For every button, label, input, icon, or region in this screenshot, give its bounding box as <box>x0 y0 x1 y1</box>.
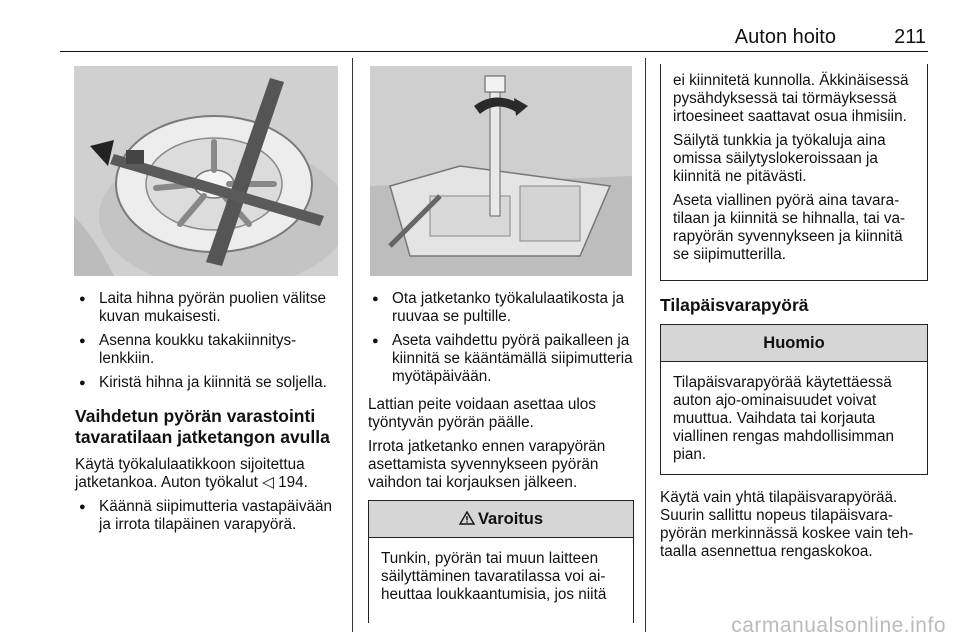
warning-box <box>368 500 634 623</box>
list-item: ● Aseta vaihdettu pyörä paikalleen ja kiinnitä se kääntämällä siipimutteria myötäpäivään. <box>368 332 634 386</box>
list-item: ● Asenna koukku takakiinnityslenkkiin. <box>75 332 341 368</box>
paragraph: Irrota jatketanko ennen varapyörän asettamista syvennykseen pyörän vaihdon tai korjauksen jälkeen. <box>368 438 606 491</box>
spare-wheel-strap-icon <box>74 66 338 276</box>
section-heading: Tilapäisvarapyörä <box>660 295 809 315</box>
list-item: ● Kiristä hihna ja kiinnitä se soljella. <box>75 374 341 392</box>
warning-header: Varoitus <box>369 501 633 538</box>
page-title: Auton hoito <box>734 26 836 48</box>
warning-box-continued <box>660 64 928 281</box>
note-box <box>660 324 928 475</box>
watermark: carmanualsonline.info <box>731 614 946 637</box>
warning-triangle-icon <box>459 511 475 525</box>
note-body: Tilapäisvarapyörää käytettäessä auton ajo-ominaisuudet voivat muuttua. Vaihdata tai korjauta viallinen rengas mahdollisimman pian. <box>673 374 895 463</box>
column-divider-2 <box>645 58 646 632</box>
paragraph: Käytä vain yhtä tilapäisvarapyörää. Suurin sallittu nopeus tilapäisvarapyörän merkinnässä koskee vain tehtaalla asennettua rengaskokoa. <box>660 489 914 560</box>
header-rule <box>60 51 928 52</box>
rod-bullet-list <box>368 290 634 386</box>
spare-wheel-strap-figure <box>74 66 338 276</box>
column-3 <box>660 64 928 567</box>
list-item: ● Ota jatketanko työkalulaatikosta ja ruuvaa se pultille. <box>368 290 634 326</box>
column-divider-1 <box>352 58 353 632</box>
extension-rod-icon <box>370 66 632 276</box>
paragraph: Aseta viallinen pyörä aina tavaratilaan ja kiinnitä se hihnalla, tai varapyörän syvennykseen ja kiinnitä se siipimutterilla. <box>673 192 906 263</box>
list-item: ● Laita hihna pyörän puolien välitse kuvan mukaisesti. <box>75 290 341 326</box>
page-number: 211 <box>894 26 926 48</box>
page-header <box>60 18 928 52</box>
section-heading: Vaihdetun pyörän varastointi tavaratilaan jatketangon avulla <box>75 406 330 447</box>
note-header: Huomio <box>661 325 927 362</box>
paragraph: Säilytä tunkkia ja työkaluja aina omissa säilytyslokeroissaan ja kiinnitä ne pitävästi. <box>673 132 886 185</box>
paragraph: Käytä työkalulaatikkoon sijoitettua jatketankoa. Auton työkalut ◁ 194. <box>75 456 308 491</box>
column-2 <box>368 290 634 623</box>
extension-rod-figure <box>370 66 632 276</box>
column-1 <box>75 290 341 544</box>
warning-body: Tunkin, pyörän tai muun laitteen säilyttäminen tavaratilassa voi aiheuttaa loukkaantumisia, jos niitä <box>381 550 607 603</box>
paragraph: ei kiinnitetä kunnolla. Äkkinäisessä pysähdyksessä tai törmäyksessä irtoesineet saattavat osua ihmisiin. <box>673 72 909 125</box>
list-item: ● Käännä siipimutteria vastapäivään ja irrota tilapäinen varapyörä. <box>75 498 341 534</box>
strap-bullet-list <box>75 290 341 392</box>
wingnut-bullet-list <box>75 498 341 534</box>
paragraph: Lattian peite voidaan asettaa ulos työntyvän pyörän päälle. <box>368 396 596 431</box>
